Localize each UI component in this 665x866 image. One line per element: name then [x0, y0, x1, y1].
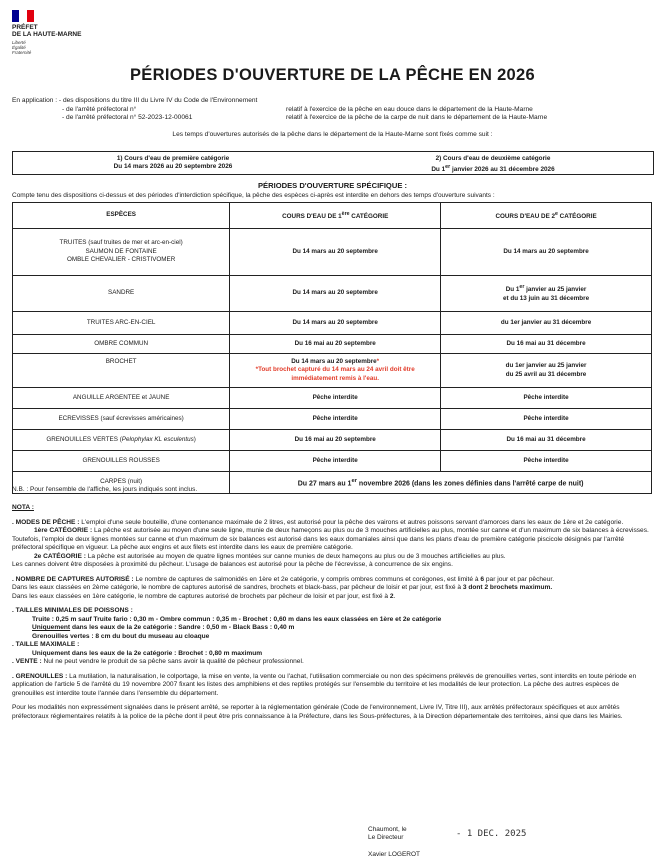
- cannes-text: Les cannes doivent être disposées à proximité du pêcheur. L'usage de balances est autorisé pour la pêche de l'écrevisse, à concurrence de six engins.: [12, 561, 453, 568]
- nota-title: NOTA :: [12, 504, 34, 511]
- cat2-cell: Pêche interdite: [441, 451, 652, 472]
- flag-icon: [12, 10, 34, 22]
- prefecture-logo: [12, 10, 81, 55]
- species-cell: SANDRE: [13, 276, 230, 312]
- species-table: [12, 202, 652, 494]
- intro-text: Les temps d'ouvertures autorisés de la pêche dans le département de la Haute-Marne sont fixés comme suit :: [172, 131, 493, 138]
- cat2-cell: Du 1er janvier au 25 janvier et du 13 juin au 31 décembre: [441, 276, 652, 312]
- cat1-cell: Du 14 mars au 20 septembre: [230, 276, 441, 312]
- species-cell: CARPES (nuit): [13, 472, 230, 494]
- species-cell: ECREVISSES (sauf écrevisses américaines): [13, 409, 230, 430]
- cat2-text: 2e CATÉGORIE : La pêche est autorisée au moyen de quatre lignes montées sur canne munies de deux hameçons au plus ou de 3 mouches artificielles au plus.: [34, 552, 506, 560]
- cat1-cell: Du 14 mars au 20 septembre: [230, 229, 441, 276]
- table-row: [13, 335, 652, 354]
- specific-periods-text: Compte tenu des dispositions ci-dessus et des périodes d'interdiction spécifique, la pêche des espèces ci-après est interdite en dehors des temps d'ouverture suivants :: [12, 192, 495, 199]
- cat2-cell: du 1er janvier au 31 décembre: [441, 312, 652, 335]
- nb-note: N.B. : Pour l'ensemble de l'affiche, les jours indiqués sont inclus.: [12, 486, 198, 493]
- tailles-line2: Uniquement dans les eaux de la 2e catégorie : Sandre : 0,50 m - Black Bass : 0,40 m: [32, 624, 295, 631]
- specific-periods-title: PÉRIODES D'OUVERTURE SPÉCIFIQUE :: [257, 181, 408, 190]
- captures-2cat: Dans les eaux classées en 2ème catégorie, le nombre de captures autorisé de sandres, brochets et black-bass, par pêcheur de loisir et par jour, est fixé à 3 dont 2 brochets maximum.: [12, 584, 553, 591]
- cat2-cell: du 1er janvier au 25 janvier du 25 avril au 31 décembre: [441, 354, 652, 388]
- brochet-note: *Tout brochet capturé du 14 mars au 24 avril doit être immédiatement remis à l'eau.: [255, 366, 415, 382]
- cat1-cell: Pêche interdite: [230, 451, 441, 472]
- cat1-cell: Du 14 mars au 20 septembre* *Tout brochet capturé du 14 mars au 24 avril doit être immédiatement remis à l'eau.: [230, 354, 441, 388]
- application-references: En application : - des dispositions du titre III du Livre IV du Code de l'Environnement - de l'arrêté préfectoral n° relatif à l'exercice de la pêche en eau douce dans le département de la Haute-Marne - de l'arrêté préfectoral n° 52-2023-12-00061 relatif à l'exercice de la pêche de la carpe de nuit dans le département de la Haute-Marne: [12, 97, 548, 122]
- species-cell: GRENOUILLES VERTES (Pelophylax KL esculentus): [13, 430, 230, 451]
- cat1-cell: Du 14 mars au 20 septembre: [230, 312, 441, 335]
- table-row: [13, 312, 652, 335]
- modalites-text: Pour les modalités non expressément signalées dans le présent arrêté, se reporter à la réglementation générale (Code de l'environnement, Livre IV, Titre III), aux arrêtés préfectoraux spécifiques et aux arrêtés préfectoraux réglementaires relatifs à la police de la pêche dont il peut être pris connaissance à la Préfecture, dans les Sous-préfectures, à la Direction départementale des territoires, ainsi que dans les Mairies.: [12, 704, 623, 720]
- cat1-cell: Pêche interdite: [230, 388, 441, 409]
- date-stamp: - 1 DEC. 2025: [456, 829, 527, 839]
- cat1-text: 1ère CATÉGORIE : La pêche est autorisée au moyen d'une seule ligne, munie de deux hameçons au plus ou de 3 mouches artificielles au plus, montée sur canne et d'un maximum de six balances à écrevisses. Toutefois, l'emploi de deux lignes montées sur canne et d'un maximum de six balances est autorisé dans les eaux domaniales ainsi que dans les plans d'eau de première catégorie piscicole désignés par l'arrêté préfectoral spécifique en vigueur. La pêche aux engins et aux filets est interdite dans les eaux de première catégorie.: [12, 527, 649, 551]
- tailles-line3: Grenouilles vertes : 8 cm du bout du museau au cloaque: [32, 632, 210, 640]
- species-cell: TRUITES (sauf truites de mer et arc-en-ciel) SAUMON DE FONTAINE OMBLE CHEVALIER - CRISTIVOMER: [13, 229, 230, 276]
- modes-text: . MODES DE PÊCHE : L'emploi d'une seule bouteille, d'une contenance maximale de 2 litres, est autorisé pour la pêche des vairons et autres poissons servant d'amorces dans les eaux de 1ère et 2e catégorie.: [12, 518, 624, 526]
- period-first-category: 1) Cours d'eau de première catégorie Du 14 mars 2026 au 20 septembre 2026: [113, 155, 233, 170]
- prefet-label: PRÉFET DE LA HAUTE-MARNE: [12, 24, 82, 38]
- header-cat1: COURS D'EAU DE 1ère CATÉGORIE: [230, 203, 441, 229]
- table-row: [13, 451, 652, 472]
- table-row: [13, 276, 652, 312]
- cat2-cell: Pêche interdite: [441, 388, 652, 409]
- tailles-line1: Truite : 0,25 m sauf Truite fario : 0,30 m - Ombre commun : 0,35 m - Brochet : 0,60 m dans les eaux classées en 1ère et 2e catégorie: [32, 615, 442, 623]
- table-header-row: [13, 203, 652, 229]
- species-cell: TRUITES ARC-EN-CIEL: [13, 312, 230, 335]
- species-cell: OMBRE COMMUN: [13, 335, 230, 354]
- nota-section: [12, 504, 652, 721]
- table-row: [13, 409, 652, 430]
- table-row: [13, 430, 652, 451]
- table-row: [13, 388, 652, 409]
- cat1-cell: Du 16 mai au 20 septembre: [230, 335, 441, 354]
- tailles-min-head: . TAILLES MINIMALES DE POISSONS :: [12, 607, 133, 614]
- cat2-cell: Pêche interdite: [441, 409, 652, 430]
- cat1-cell: Pêche interdite: [230, 409, 441, 430]
- captures-1cat: Dans les eaux classées en 1ère catégorie, le nombre de captures autorisé de brochets par pêcheur de loisir et par jour, est fixé à 2.: [12, 592, 396, 600]
- general-periods-box: [12, 151, 654, 175]
- page-title: PÉRIODES D'OUVERTURE DE LA PÊCHE EN 2026: [130, 66, 535, 84]
- devise: Liberté Égalité Fraternité: [12, 40, 32, 55]
- species-cell: ANGUILLE ARGENTEE et JAUNE: [13, 388, 230, 409]
- period-second-category: 2) Cours d'eau de deuxième catégorie Du 1er janvier 2026 au 31 décembre 2026: [431, 155, 555, 174]
- header-species: ESPÈCES: [13, 203, 230, 229]
- cat2-cell: Du 14 mars au 20 septembre: [441, 229, 652, 276]
- vente-text: . VENTE : Nul ne peut vendre le produit de sa pêche sans avoir la qualité de pêcheur professionnel.: [12, 658, 304, 665]
- table-row: [13, 354, 652, 388]
- captures-text: . NOMBRE DE CAPTURES AUTORISÉ : Le nombre de captures de salmonidés en 1ère et 2e catégorie, y compris ombres communs et corégones, est limité à 6 par jour et par pêcheur.: [12, 575, 555, 583]
- carpe-cell: Du 27 mars au 1er novembre 2026 (dans les zones définies dans l'arrêté carpe de nuit): [230, 472, 652, 494]
- tailles-line4: Uniquement dans les eaux de la 2e catégorie : Brochet : 0,80 m maximum: [32, 649, 263, 657]
- species-cell: BROCHET: [13, 354, 230, 388]
- table-row: [13, 229, 652, 276]
- cat1-cell: Du 16 mai au 20 septembre: [230, 430, 441, 451]
- grenouilles-text: . GRENOUILLES : La mutilation, la naturalisation, le colportage, la mise en vente, la vente ou l'achat, l'utilisation commerciale ou non des spécimens prélevés de grenouilles vertes, sont interdits en toute période en application de l'article 5 de l'arrêté du 19 novembre 2007 fixant les listes des amphibiens et des reptiles protégés sur l'ensemble du territoire et les modalités de leur protection. La pêche des autres espèces de grenouilles est interdite toute l'année dans l'ensemble du département.: [12, 672, 637, 697]
- tailles-max-head: . TAILLE MAXIMALE :: [12, 641, 80, 648]
- cat2-cell: Du 16 mai au 31 décembre: [441, 430, 652, 451]
- header-cat2: COURS D'EAU DE 2e CATÉGORIE: [441, 203, 652, 229]
- cat2-cell: Du 16 mai au 31 décembre: [441, 335, 652, 354]
- species-cell: GRENOUILLES ROUSSES: [13, 451, 230, 472]
- signature-block: Chaumont, le Le Directeur Xavier LOGEROT: [368, 826, 421, 858]
